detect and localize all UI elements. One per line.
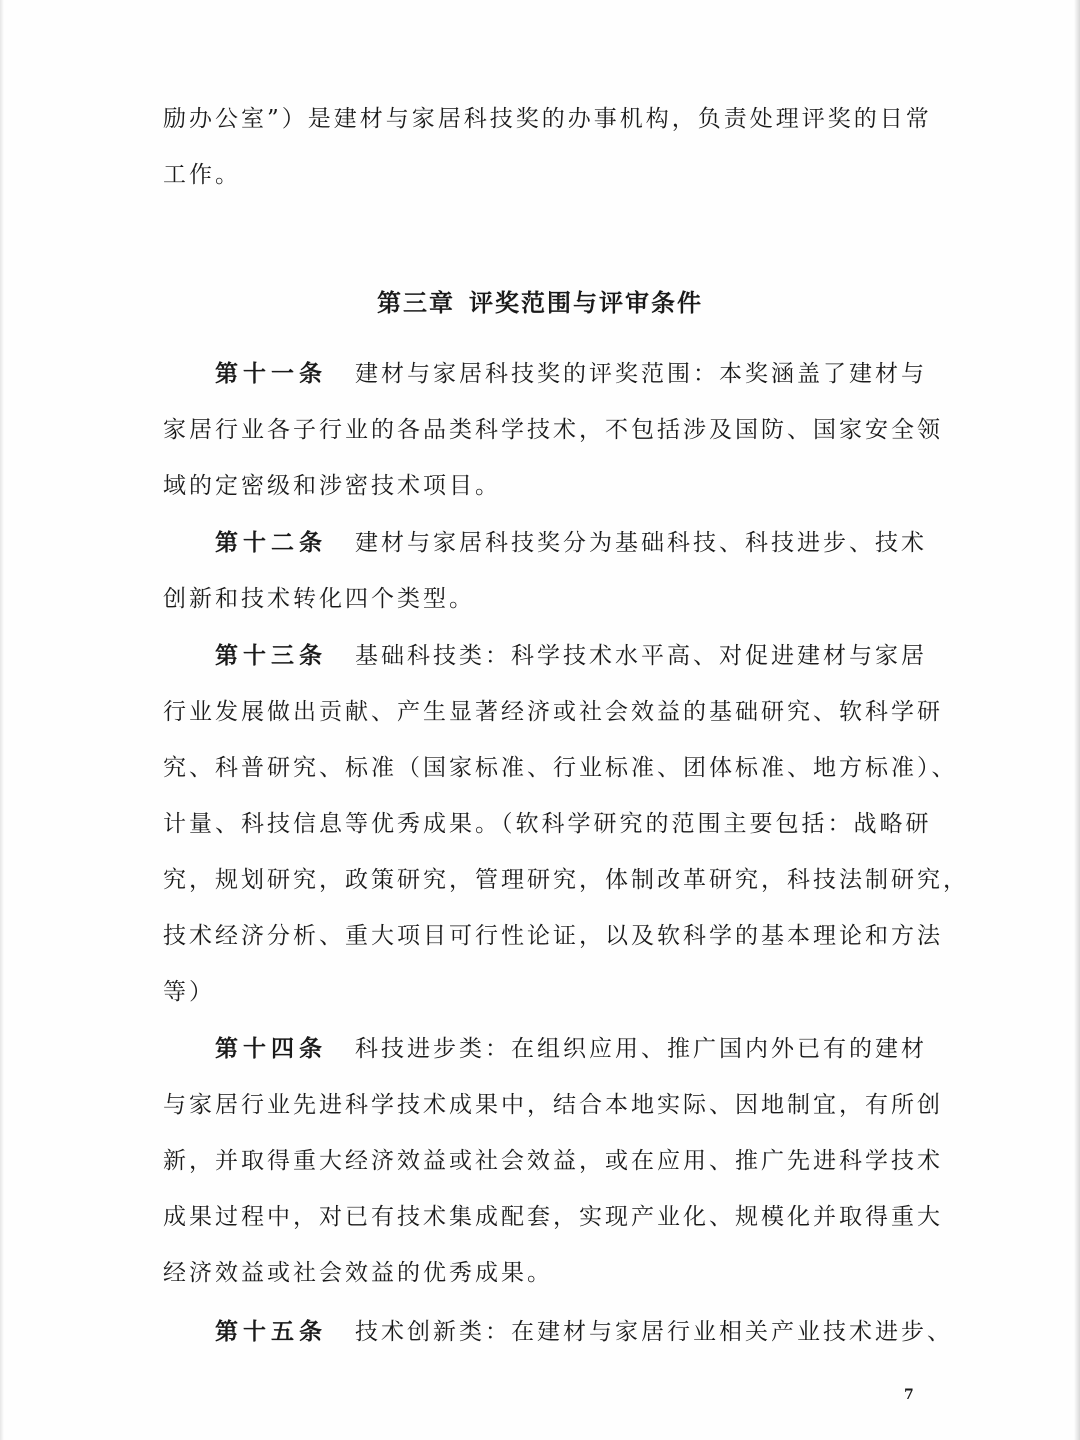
chapter-title: 评奖范围与评审条件 [469, 288, 703, 317]
article-11-first-text: 建材与家居科技奖的评奖范围：本奖涵盖了建材与 [355, 361, 927, 387]
article-12-first-text: 建材与家居科技奖分为基础科技、科技进步、技术 [355, 530, 927, 556]
article-14-line-3: 成果过程中，对已有技术集成配套，实现产业化、规模化并取得重大 [163, 1204, 943, 1230]
article-13-line-4: 究，规划研究，政策研究，管理研究，体制改革研究，科技法制研究， [163, 867, 969, 893]
article-15-first-line [215, 1313, 953, 1346]
article-12-line-1: 创新和技术转化四个类型。 [163, 586, 475, 612]
chapter-heading [0, 283, 1080, 318]
page-number: 7 [904, 1387, 914, 1403]
article-13-line-6: 等） [163, 979, 215, 1005]
article-13-line-5: 技术经济分析、重大项目可行性论证，以及软科学的基本理论和方法 [163, 923, 943, 949]
page-right-edge [1074, 0, 1080, 1440]
article-15-head: 第十五条 [215, 1318, 327, 1345]
article-13-line-3: 计量、科技信息等优秀成果。（软科学研究的范围主要包括：战略研 [163, 811, 932, 837]
article-13-head: 第十三条 [215, 642, 327, 669]
article-11-head: 第十一条 [215, 360, 327, 387]
article-11-first-line [215, 355, 927, 388]
article-14-head: 第十四条 [215, 1035, 327, 1062]
article-12-first-line [215, 524, 927, 557]
article-15-first-text: 技术创新类：在建材与家居行业相关产业技术进步、 [355, 1319, 953, 1345]
article-11-line-2: 域的定密级和涉密技术项目。 [163, 473, 501, 499]
article-14-first-line [215, 1030, 927, 1063]
intro-line-1: 励办公室”）是建材与家居科技奖的办事机构，负责处理评奖的日常 [163, 106, 932, 132]
article-14-line-4: 经济效益或社会效益的优秀成果。 [163, 1260, 553, 1286]
article-14-line-2: 新，并取得重大经济效益或社会效益，或在应用、推广先进科学技术 [163, 1148, 943, 1174]
article-11-line-1: 家居行业各子行业的各品类科学技术，不包括涉及国防、国家安全领 [163, 417, 943, 443]
article-13-first-text: 基础科技类：科学技术水平高、对促进建材与家居 [355, 643, 927, 669]
article-14-line-1: 与家居行业先进科学技术成果中，结合本地实际、因地制宜，有所创 [163, 1092, 943, 1118]
article-12-head: 第十二条 [215, 529, 327, 556]
article-13-line-1: 行业发展做出贡献、产生显著经济或社会效益的基础研究、软科学研 [163, 699, 943, 725]
chapter-number: 第三章 [377, 288, 455, 317]
page-left-edge [0, 0, 4, 1440]
article-13-first-line [215, 637, 927, 670]
article-14-first-text: 科技进步类：在组织应用、推广国内外已有的建材 [355, 1036, 927, 1062]
article-13-line-2: 究、科普研究、标准（国家标准、行业标准、团体标准、地方标准）、 [163, 755, 958, 781]
intro-line-2: 工作。 [163, 162, 241, 188]
